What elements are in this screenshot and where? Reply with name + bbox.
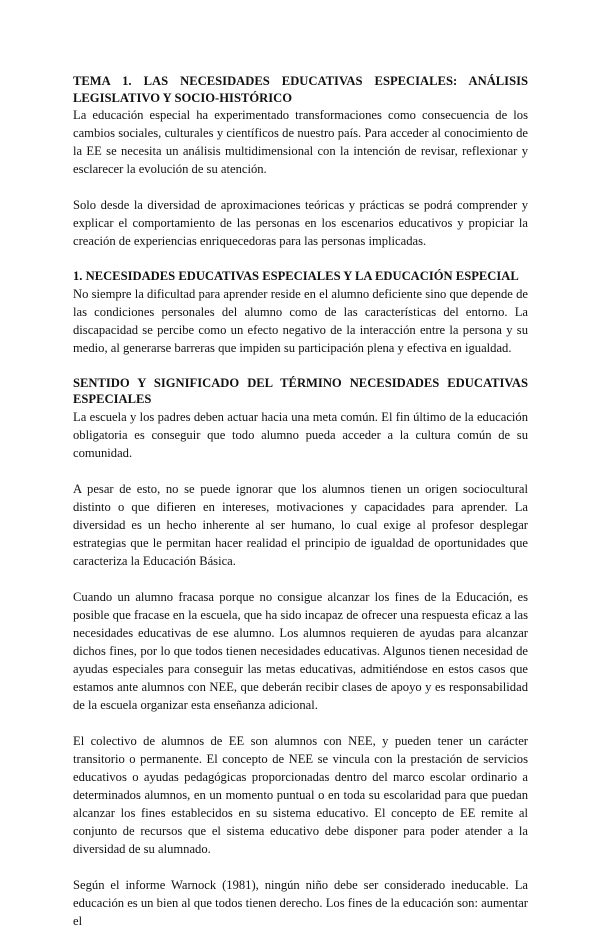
paragraph-spacer — [73, 178, 528, 196]
section-2-paragraph-3: Cuando un alumno fracasa porque no consigue alcanzar los fines de la Educación, es posible que fracase en la escuela, que ha sido incapaz de ofrecer una respuesta eficaz a las necesidades educativas de ese alumno. Los alumnos requieren de ayudas para alcanzar dichos fines, por lo que todos tienen necesidades educativas. Algunos tienen necesidad de ayudas especiales para conseguir las metas educativas, admitiéndose en estos casos que estamos ante alumnos con NEE, que deberán recibir clases de apoyo y es responsabilidad de la escuela organizar esta enseñanza adicional. — [73, 589, 528, 712]
paragraph-spacer — [73, 858, 528, 876]
section-1-paragraph-1: No siempre la dificultad para aprender reside en el alumno deficiente sino que depende de las condiciones personales del alumno como de las características del entorno. La discapacidad se percibe como un efecto negativo de la interacción entre la persona y su medio, al generarse barreras que impiden su participación plena y efectiva en igualdad. — [73, 286, 528, 355]
section-2-paragraph-4: El colectivo de alumnos de EE son alumnos con NEE, y pueden tener un carácter transitorio o permanente. El concepto de NEE se vincula con la prestación de servicios educativos o ayudas pedagógicas proporcionadas dentro del marco escolar ordinario a determinados alumnos, en un momento puntual o en toda su escolaridad para que puedan alcanzar los fines establecidos en su sistema educativo. El concepto de EE remite al conjunto de recursos que el sistema educativo debe disponer para poder atender a la diversidad de su alumnado. — [73, 733, 528, 856]
intro-paragraph-1: La educación especial ha experimentado transformaciones como consecuencia de los cambios sociales, culturales y científicos de nuestro país. Para acceder al conocimiento de la EE se necesita un análisis multidimensional con la intención de revisar, reflexionar y esclarecer la evolución de su atención. — [73, 108, 528, 176]
section-2-paragraph-2: A pesar de esto, no se puede ignorar que los alumnos tienen un origen sociocultural distinto o que difieren en intereses, motivaciones y capacidades para aprender. La diversidad es un hecho inherente al ser humano, lo cual exige al profesor desplegar estrategias que le permitan hacer realidad el principio de igualdad de oportunidades que caracteriza la Educación Básica. — [73, 481, 528, 568]
section-2-paragraph-5: Según el informe Warnock (1981), ningún niño debe ser considerado ineducable. La educación es un bien al que todos tienen derecho. Los fines de la educación son: aumentar el — [73, 877, 528, 928]
section-2-paragraph-1: La escuela y los padres deben actuar hacia una meta común. El fin último de la educación obligatoria es conseguir que todo alumno pueda acceder a la cultura común de su comunidad. — [73, 409, 528, 460]
section-1-heading: 1. NECESIDADES EDUCATIVAS ESPECIALES Y LA EDUCACIÓN ESPECIAL — [73, 269, 519, 283]
paragraph-spacer — [73, 357, 528, 375]
document-title: TEMA 1. LAS NECESIDADES EDUCATIVAS ESPECIALES: ANÁLISIS LEGISLATIVO Y SOCIO-HISTÓRICO — [73, 74, 528, 105]
document-page — [73, 73, 528, 930]
paragraph-spacer — [73, 570, 528, 588]
paragraph-spacer — [73, 714, 528, 732]
paragraph-spacer — [73, 462, 528, 480]
intro-paragraph-2: Solo desde la diversidad de aproximaciones teóricas y prácticas se podrá comprender y explicar el comportamiento de las personas en los escenarios educativos y propiciar la creación de experiencias enriquecedoras para las personas implicadas. — [73, 198, 528, 248]
section-2-heading: SENTIDO Y SIGNIFICADO DEL TÉRMINO NECESIDADES EDUCATIVAS ESPECIALES — [73, 375, 528, 406]
paragraph-spacer — [73, 250, 528, 268]
